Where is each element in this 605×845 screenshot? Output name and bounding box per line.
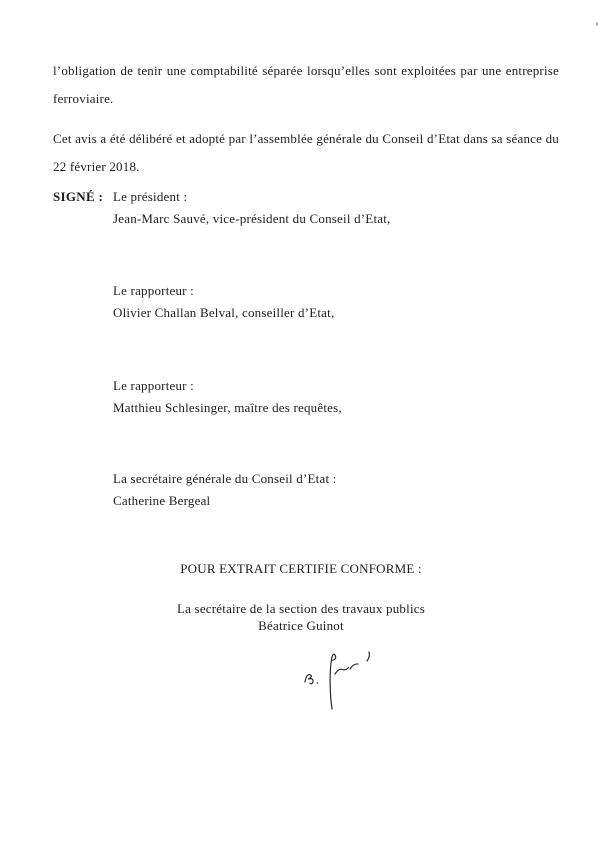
paragraph-line: 22 février 2018. bbox=[53, 159, 140, 174]
signature-block-president bbox=[113, 186, 533, 230]
signature-block-rapporteur-2 bbox=[113, 375, 533, 419]
scan-artifact-speck bbox=[596, 22, 598, 26]
signatory-role: Le rapporteur : bbox=[113, 378, 194, 393]
certification-name: Béatrice Guinot bbox=[258, 618, 344, 633]
certification-role: La secrétaire de la section des travaux publics bbox=[177, 601, 425, 616]
paragraph-line: Cet avis a été délibéré et adopté par l’assemblée générale du Conseil d’Etat dans sa séance du bbox=[53, 131, 559, 146]
signatory-role: Le président : bbox=[113, 189, 188, 204]
signatory-role: Le rapporteur : bbox=[113, 283, 194, 298]
paragraph-line: l’obligation de tenir une comptabilité séparée lorsqu’elles sont exploitées par une entreprise bbox=[53, 63, 559, 78]
signatory-name: Olivier Challan Belval, conseiller d’Etat, bbox=[113, 305, 335, 320]
signatory-role: La secrétaire générale du Conseil d’Etat : bbox=[113, 471, 337, 486]
signatory-name: Jean-Marc Sauvé, vice-président du Conseil d’Etat, bbox=[113, 211, 391, 226]
body-paragraph-2 bbox=[53, 125, 559, 181]
signatory-name: Matthieu Schlesinger, maître des requêtes, bbox=[113, 400, 342, 415]
signature-block-rapporteur-1 bbox=[113, 280, 533, 324]
signature-block-secretaire-generale bbox=[113, 468, 533, 512]
body-paragraph-1 bbox=[53, 57, 559, 113]
certification-signatory bbox=[0, 600, 602, 634]
handwritten-signature-icon bbox=[293, 641, 393, 719]
signed-label: SIGNÉ : bbox=[53, 189, 104, 204]
paragraph-line: ferroviaire. bbox=[53, 91, 114, 106]
certification-title: POUR EXTRAIT CERTIFIE CONFORME : bbox=[180, 561, 422, 576]
signatory-name: Catherine Bergeal bbox=[113, 493, 211, 508]
